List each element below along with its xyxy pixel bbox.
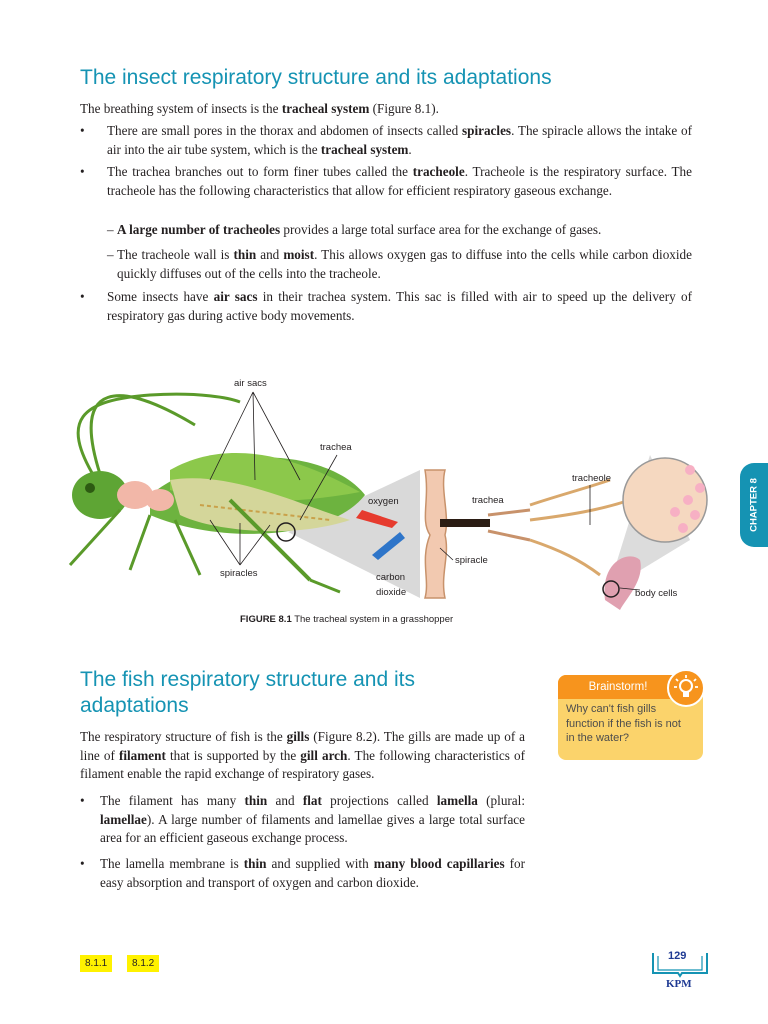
label-oxygen: oxygen — [368, 496, 399, 507]
publisher-logo: KPM — [666, 978, 692, 990]
tracheal-system-figure — [0, 360, 740, 610]
label-air-sacs: air sacs — [234, 378, 267, 389]
label-trachea-1: trachea — [320, 442, 352, 453]
intro-paragraph: The breathing system of insects is the tracheal system (Figure 8.1). — [80, 101, 439, 116]
standard-tag-1: 8.1.1 — [80, 955, 112, 972]
label-dioxide: dioxide — [376, 587, 407, 598]
bullet-capillaries: • The lamella membrane is thin and supplied with many blood capillaries for easy absorption and transport of oxygen and carbon dioxide. — [80, 856, 525, 890]
brainstorm-title: Brainstorm! — [558, 675, 678, 699]
label-spiracle: spiracle — [455, 555, 488, 566]
label-body-cells: body cells — [635, 588, 678, 599]
fish-intro-paragraph: The respiratory structure of fish is the gills (Figure 8.2). The gills are made up of a line of filament that is supported by the gill arch. The following characteristics of filament enable the rapid exchange of respiratory gases. — [80, 729, 525, 781]
page-number: 129 — [668, 950, 687, 962]
label-spiracles: spiracles — [220, 568, 258, 579]
brainstorm-question: Why can't fish gills function if the fish is not in the water? — [566, 703, 681, 744]
body-cells-strip — [604, 556, 640, 610]
tracheole-closeup — [623, 458, 707, 542]
bullet-spiracles: • There are small pores in the thorax and abdomen of insects called spiracles. The spiracle allows the intake of air into the air tube system, which is the tracheal system. — [80, 123, 692, 157]
grasshopper-illustration — [70, 394, 365, 592]
lightbulb-icon — [667, 669, 705, 707]
standard-tag-2: 8.1.2 — [127, 955, 159, 972]
spiracle-closeup — [425, 470, 630, 598]
sub-bullet-thin-moist: – The tracheole wall is thin and moist. This allows oxygen gas to diffuse into the cells while carbon dioxide quickly diffuses out of the cells into the tracheole. — [107, 247, 692, 281]
section-title-insect: The insect respiratory structure and its adaptations — [80, 66, 552, 89]
label-tracheole: tracheole — [572, 473, 612, 484]
label-carbon: carbon — [376, 572, 406, 583]
bullet-air-sacs: • Some insects have air sacs in their trachea system. This sac is filled with air to speed up the delivery of respiratory gas during active body movements. — [80, 289, 693, 323]
label-trachea-2: trachea — [472, 495, 504, 506]
chapter-side-tab: CHAPTER 8 — [740, 463, 768, 547]
figure-caption: FIGURE 8.1 The tracheal system in a grasshopper — [240, 614, 454, 625]
section-title-fish: The fish respiratory structure and its adaptations — [80, 668, 415, 717]
bullet-lamella: • The filament has many thin and flat projections called lamella (plural: lamellae). A large number of filaments and lamellae gives a large total surface area for an efficient gaseous exchange process. — [80, 793, 525, 845]
bullet-tracheole: • The trachea branches out to form finer tubes called the tracheole. Tracheole is the respiratory surface. The tracheole has the following characteristics that allow for efficient respiratory gaseous exchange. — [80, 164, 692, 198]
sub-bullet-surface-area: – A large number of tracheoles provides a large total surface area for the exchange of gases. — [107, 222, 602, 237]
